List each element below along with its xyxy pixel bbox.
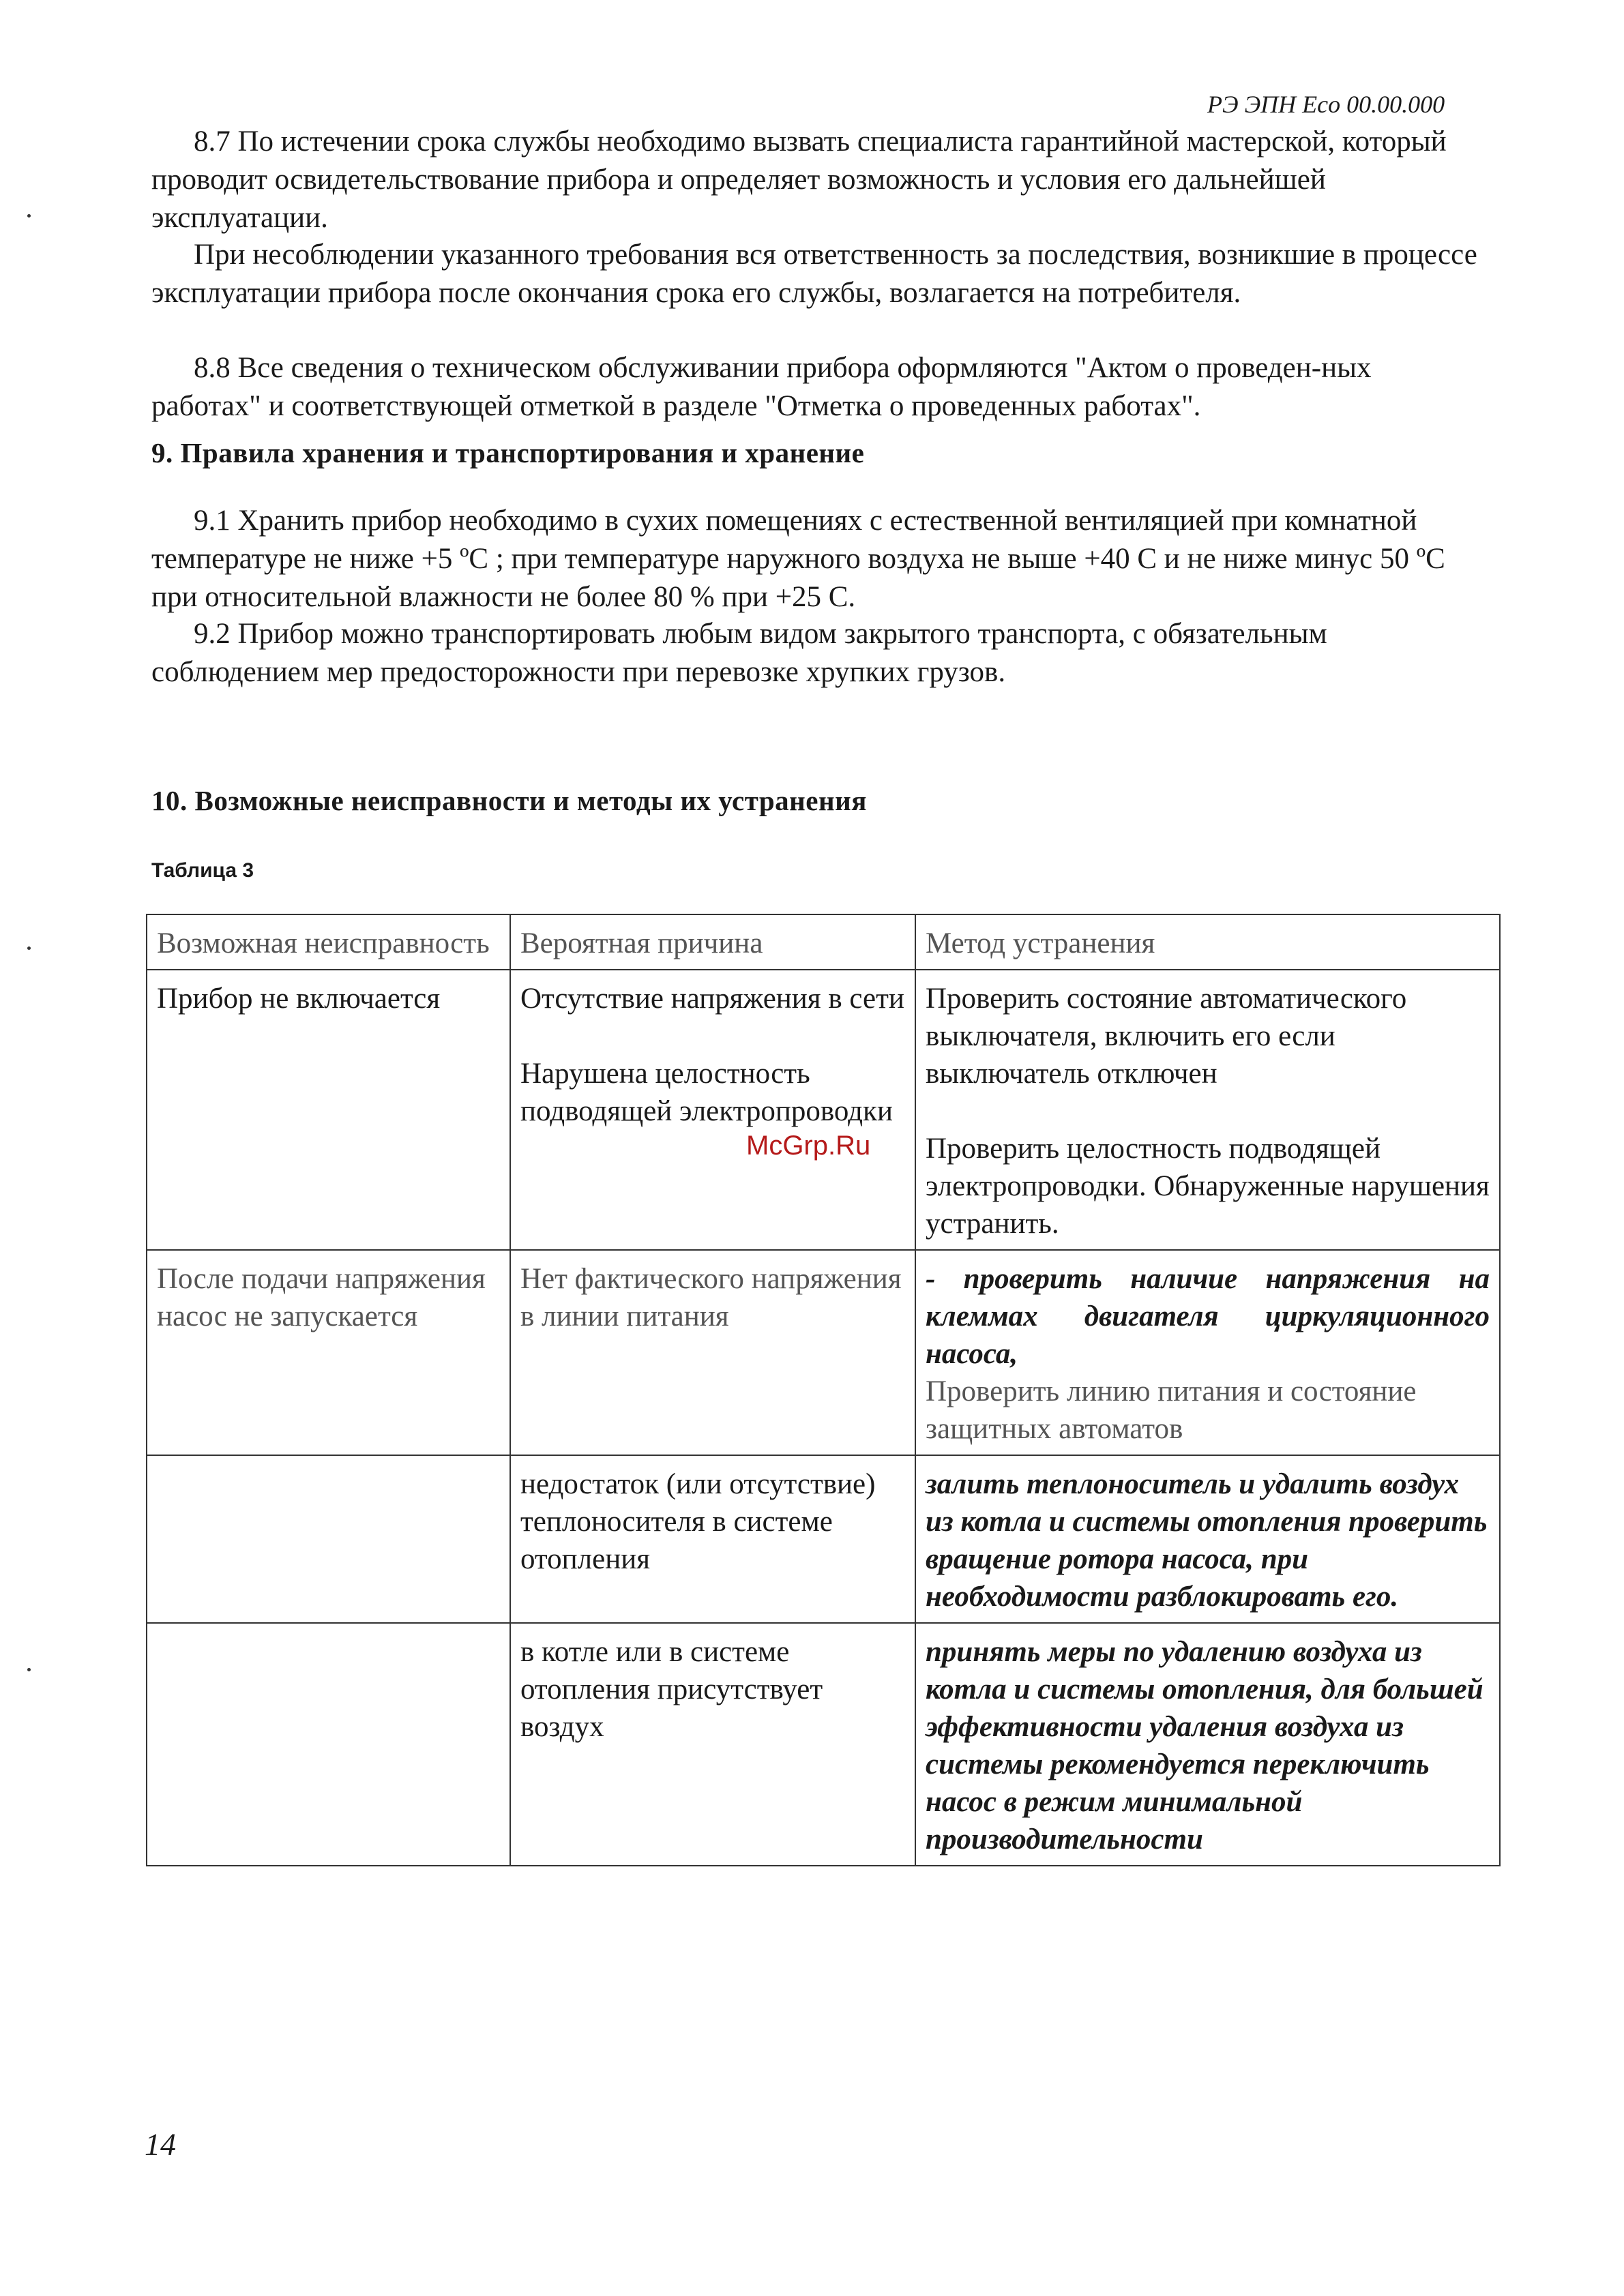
watermark: McGrp.Ru xyxy=(746,1131,871,1161)
column-header-fault: Возможная неисправность xyxy=(147,914,510,970)
method-text: Проверить состояние автоматического выключателя, включить его если выключатель отключен xyxy=(926,983,1407,1090)
scan-mark xyxy=(27,946,31,950)
scan-mark xyxy=(27,214,31,218)
section-10-title: 10. Возможные неисправности и методы их устранения xyxy=(151,785,867,816)
method-text-bold: принять меры по удалению воздуха из котла и системы отопления, для большей эффективности удаления воздуха из системы рекомендуется переключить насос в режим минимальной производительности xyxy=(926,1636,1483,1855)
column-header-method: Метод устранения xyxy=(915,914,1500,970)
method-cell xyxy=(915,1623,1500,1866)
document-code: РЭ ЭПН Eco 00.00.000 xyxy=(1207,91,1445,118)
fault-cell: Прибор не включается xyxy=(147,970,510,1250)
paragraph-9-2: 9.2 Прибор можно транспортировать любым видом закрытого транспорта, с обязательным соблюдением мер предосторожности при перевозке хрупких грузов. xyxy=(151,618,1327,688)
method-text-bold: - проверить наличие напряжения на клеммах двигателя циркуляционного насоса, xyxy=(926,1263,1490,1370)
table-label: Таблица 3 xyxy=(151,859,254,882)
method-cell xyxy=(915,1455,1500,1623)
cause-cell: в котле или в системе отопления присутствует воздух xyxy=(510,1623,915,1866)
cause-cell: недостаток (или отсутствие) теплоносителя в системе отопления xyxy=(510,1455,915,1623)
method-text-bold: залить теплоноситель и удалить воздух из котла и системы отопления проверить вращение ротора насоса, при необходимости разблокировать его. xyxy=(926,1468,1488,1613)
cause-cell: Нет фактического напряжения в линии питания xyxy=(510,1250,915,1455)
cause-text: Отсутствие напряжения в сети xyxy=(520,983,904,1015)
method-cell xyxy=(915,970,1500,1250)
table-row xyxy=(147,970,1500,1250)
fault-cell xyxy=(147,1455,510,1623)
faults-table xyxy=(146,914,1501,1866)
scan-mark xyxy=(27,1668,31,1671)
cause-text: Нарушена целостность подводящей электропроводки xyxy=(520,1058,893,1127)
fault-cell xyxy=(147,1623,510,1866)
method-text: Проверить линию питания и состояние защитных автоматов xyxy=(926,1375,1417,1445)
paragraph-8-7-responsibility: При несоблюдении указанного требования вся ответственность за последствия, возникшие в процессе эксплуатации прибора после окончания срока его службы, возлагается на потребителя. xyxy=(151,239,1477,309)
paragraph-9-1: 9.1 Хранить прибор необходимо в сухих помещениях с естественной вентиляцией при комнатной температуре не ниже +5 ºС ; при температуре наружного воздуха не выше +40 С и не ниже минус 50 ºС при относительной влажности не более 80 % при +25 С. xyxy=(151,505,1445,613)
page-number: 14 xyxy=(145,2127,176,2162)
method-cell xyxy=(915,1250,1500,1455)
table-header-row xyxy=(147,914,1500,970)
fault-cell: После подачи напряжения насос не запускается xyxy=(147,1250,510,1455)
paragraph-8-8: 8.8 Все сведения о техническом обслуживании прибора оформляются "Актом о проведен-ных работах" и соответствующей отметкой в разделе "Отметка о проведенных работах". xyxy=(151,352,1372,422)
table-row xyxy=(147,1455,1500,1623)
paragraph-8-7: 8.7 По истечении срока службы необходимо вызвать специалиста гарантийной мастерской, который проводит освидетельствование прибора и определяет возможность и условия его дальнейшей эксплуатации. xyxy=(151,125,1447,234)
method-text: Проверить целостность подводящей электропроводки. Обнаруженные нарушения устранить. xyxy=(926,1133,1490,1240)
column-header-cause: Вероятная причина xyxy=(510,914,915,970)
section-9-title: 9. Правила хранения и транспортирования и хранение xyxy=(151,437,865,468)
table-row xyxy=(147,1623,1500,1866)
cause-cell xyxy=(510,970,915,1250)
table-row xyxy=(147,1250,1500,1455)
